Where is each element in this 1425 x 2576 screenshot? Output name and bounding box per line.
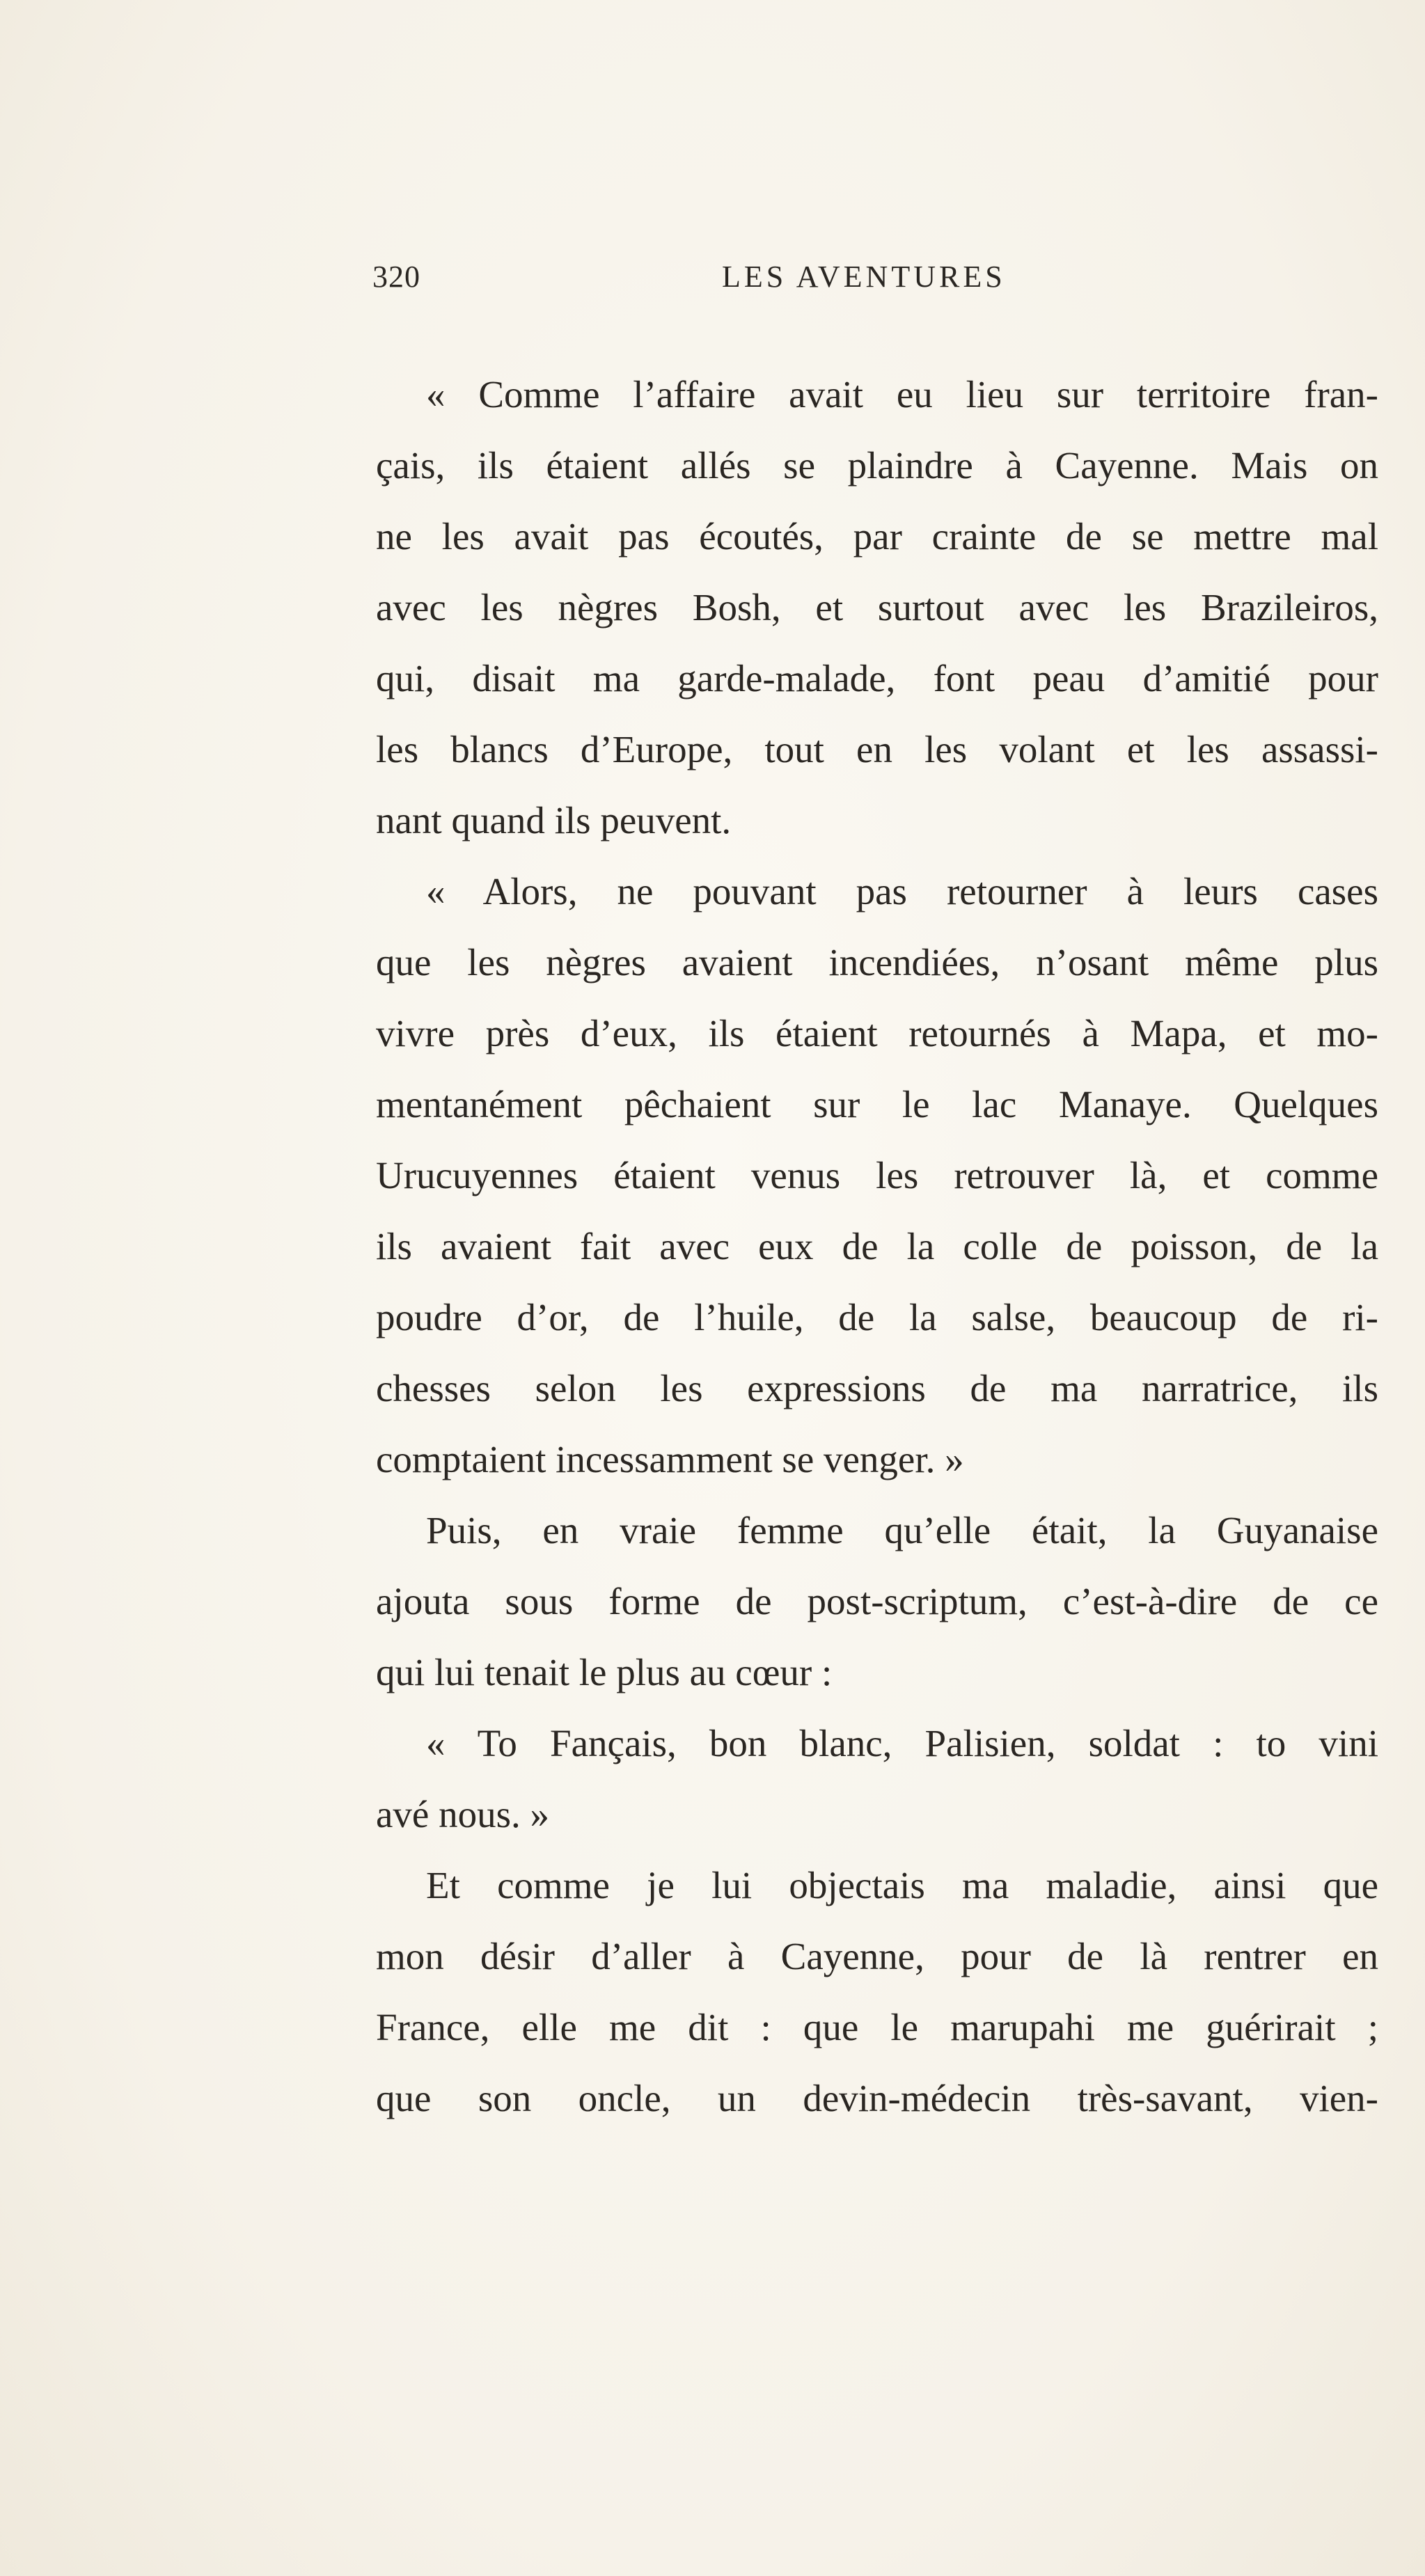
text-line: nant quand ils peuvent. [376, 799, 732, 841]
text-line: vivre près d’eux, ils étaient retournés à Mapa, et mo- [376, 1012, 1378, 1054]
text-line: que les nègres avaient incendiées, n’osant même plus [376, 941, 1378, 983]
body-text [376, 359, 1378, 2134]
text-line: avec les nègres Bosh, et surtout avec les Brazileiros, [376, 586, 1378, 629]
text-line: chesses selon les expressions de ma narratrice, ils [376, 1367, 1378, 1409]
text-line: France, elle me dit : que le marupahi me guérirait ; [376, 2006, 1378, 2048]
text-line: comptaient incessamment se venger. » [376, 1438, 964, 1480]
text-line: « To Fançais, bon blanc, Palisien, soldat : to vini [426, 1722, 1378, 1764]
text-line: mon désir d’aller à Cayenne, pour de là rentrer en [376, 1935, 1378, 1977]
text-line: qui, disait ma garde-malade, font peau d’amitié pour [376, 657, 1378, 700]
text-line: avé nous. » [376, 1793, 549, 1835]
page-header [372, 259, 1382, 301]
text-line: les blancs d’Europe, tout en les volant et les assassi- [376, 728, 1378, 771]
text-line: Urucuyennes étaient venus les retrouver là, et comme [376, 1154, 1378, 1196]
text-line: poudre d’or, de l’huile, de la salse, beaucoup de ri- [376, 1296, 1378, 1338]
text-line: çais, ils étaient allés se plaindre à Cayenne. Mais on [376, 444, 1378, 487]
text-line: mentanément pêchaient sur le lac Manaye. Quelques [376, 1083, 1378, 1125]
running-title: LES AVENTURES [722, 260, 1006, 294]
text-line: que son oncle, un devin-médecin très-savant, vien- [376, 2077, 1378, 2119]
text-line: ajouta sous forme de post-scriptum, c’est-à-dire de ce [376, 1580, 1378, 1622]
text-line: « Comme l’affaire avait eu lieu sur territoire fran- [426, 373, 1378, 416]
text-line: Et comme je lui objectais ma maladie, ainsi que [426, 1864, 1378, 1906]
text-line: ne les avait pas écoutés, par crainte de se mettre mal [376, 515, 1378, 558]
text-line: ils avaient fait avec eux de la colle de poisson, de la [376, 1225, 1378, 1267]
page-number: 320 [372, 260, 420, 294]
text-line: qui lui tenait le plus au cœur : [376, 1651, 833, 1693]
text-line: Puis, en vraie femme qu’elle était, la Guyanaise [426, 1509, 1378, 1551]
text-line: « Alors, ne pouvant pas retourner à leurs cases [426, 870, 1378, 912]
